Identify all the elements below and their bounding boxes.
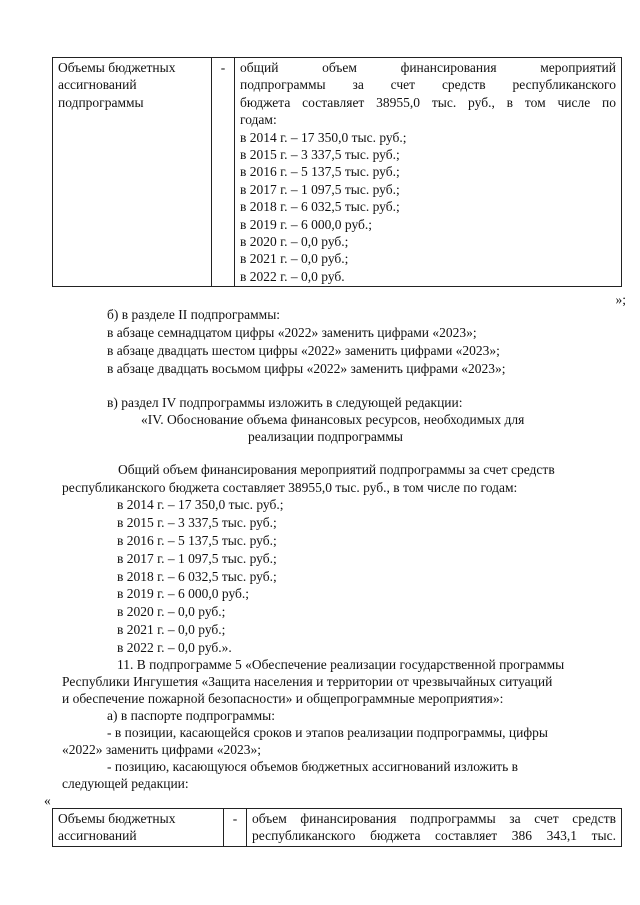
- section-v-paragraph: Общий объем финансирования мероприятий подпрограммы за счет средств: [118, 462, 555, 477]
- table1-label-cell: [53, 58, 212, 287]
- budget-table-2: [52, 808, 622, 847]
- table1-intro-line: общий объем финансирования мероприятий: [240, 60, 616, 75]
- item11-position: «2022» заменить цифрами «2023»;: [62, 742, 261, 757]
- item11-a-heading: а) в паспорте подпрограммы:: [107, 708, 275, 723]
- table2-line: республиканского бюджета составляет 386 343,1 тыс.: [252, 828, 616, 844]
- item11-position: - позицию, касающуюся объемов бюджетных ассигнований изложить в: [107, 759, 518, 774]
- table1-year-line: в 2016 г. – 5 137,5 тыс. руб.;: [240, 164, 400, 180]
- section-v-year-line: в 2020 г. – 0,0 руб.;: [117, 604, 226, 619]
- table1-label: Объемы бюджетных ассигнований подпрограммы: [58, 60, 176, 110]
- section-b-item: в абзаце семнадцатом цифры «2022» заменить цифрами «2023»;: [107, 325, 477, 340]
- table1-intro-line: бюджета составляет 38955,0 тыс. руб., в том числе по: [240, 94, 616, 110]
- table1-content-cell: [235, 58, 622, 287]
- item11-position: следующей редакции:: [62, 776, 189, 791]
- budget-table-1: [52, 57, 622, 287]
- item11-text: 11. В подпрограмме 5 «Обеспечение реализации государственной программы: [117, 657, 565, 672]
- table1-intro-line: годам:: [240, 112, 277, 128]
- table2-label-cell: [53, 809, 224, 847]
- table2-dash-cell: [224, 809, 247, 847]
- section-v-year-line: в 2015 г. – 3 337,5 тыс. руб.;: [117, 515, 277, 530]
- table1-year-line: в 2014 г. – 17 350,0 тыс. руб.;: [240, 129, 407, 145]
- section-v-year-line: в 2022 г. – 0,0 руб.».: [117, 640, 232, 655]
- section-v-title: реализации подпрограммы: [248, 429, 403, 444]
- table1-year-line: в 2022 г. – 0,0 руб.: [240, 268, 345, 284]
- table1-year-line: в 2020 г. – 0,0 руб.;: [240, 234, 349, 250]
- table1-year-line: в 2018 г. – 6 032,5 тыс. руб.;: [240, 199, 400, 215]
- section-v-paragraph: республиканского бюджета составляет 38955,0 тыс. руб., в том числе по годам:: [62, 480, 518, 495]
- table2-content-cell: [247, 809, 622, 847]
- section-v-year-line: в 2019 г. – 6 000,0 руб.;: [117, 586, 250, 601]
- section-v-title: «IV. Обоснование объема финансовых ресурсов, необходимых для: [141, 412, 525, 427]
- table1-dash: -: [220, 60, 226, 75]
- section-b-item: в абзаце двадцать восьмом цифры «2022» заменить цифрами «2023»;: [107, 361, 506, 376]
- section-v-year-line: в 2021 г. – 0,0 руб.;: [117, 622, 226, 637]
- table1-dash-cell: [212, 58, 235, 287]
- section-v-year-line: в 2016 г. – 5 137,5 тыс. руб.;: [117, 533, 277, 548]
- table2-label: Объемы бюджетных ассигнований: [58, 811, 176, 844]
- section-b-heading: б) в разделе II подпрограммы:: [107, 307, 281, 322]
- table1-year-line: в 2015 г. – 3 337,5 тыс. руб.;: [240, 147, 400, 163]
- section-v-year-line: в 2018 г. – 6 032,5 тыс. руб.;: [117, 569, 277, 584]
- section-v-year-line: в 2017 г. – 1 097,5 тыс. руб.;: [117, 551, 277, 566]
- item11-text: и обеспечение пожарной безопасности» и общепрограммные мероприятия»:: [62, 691, 504, 706]
- table2-dash: -: [232, 811, 238, 826]
- closing-quote-mark: »;: [615, 292, 626, 307]
- section-v-heading: в) раздел IV подпрограммы изложить в следующей редакции:: [107, 395, 463, 410]
- table1-year-line: в 2019 г. – 6 000,0 руб.;: [240, 216, 373, 232]
- table1-year-line: в 2017 г. – 1 097,5 тыс. руб.;: [240, 181, 400, 197]
- section-v-year-line: в 2014 г. – 17 350,0 тыс. руб.;: [117, 497, 284, 512]
- section-b-item: в абзаце двадцать шестом цифры «2022» заменить цифрами «2023»;: [107, 343, 500, 358]
- open-quote-mark: «: [44, 793, 51, 808]
- table1-intro-line: подпрограммы за счет средств республиканского: [240, 77, 616, 93]
- table1-year-line: в 2021 г. – 0,0 руб.;: [240, 251, 349, 267]
- item11-text: Республики Ингушетия «Защита населения и территории от чрезвычайных ситуаций: [62, 674, 553, 689]
- table2-line: объем финансирования подпрограммы за счет средств: [252, 811, 616, 826]
- item11-position: - в позиции, касающейся сроков и этапов реализации подпрограммы, цифры: [107, 725, 548, 740]
